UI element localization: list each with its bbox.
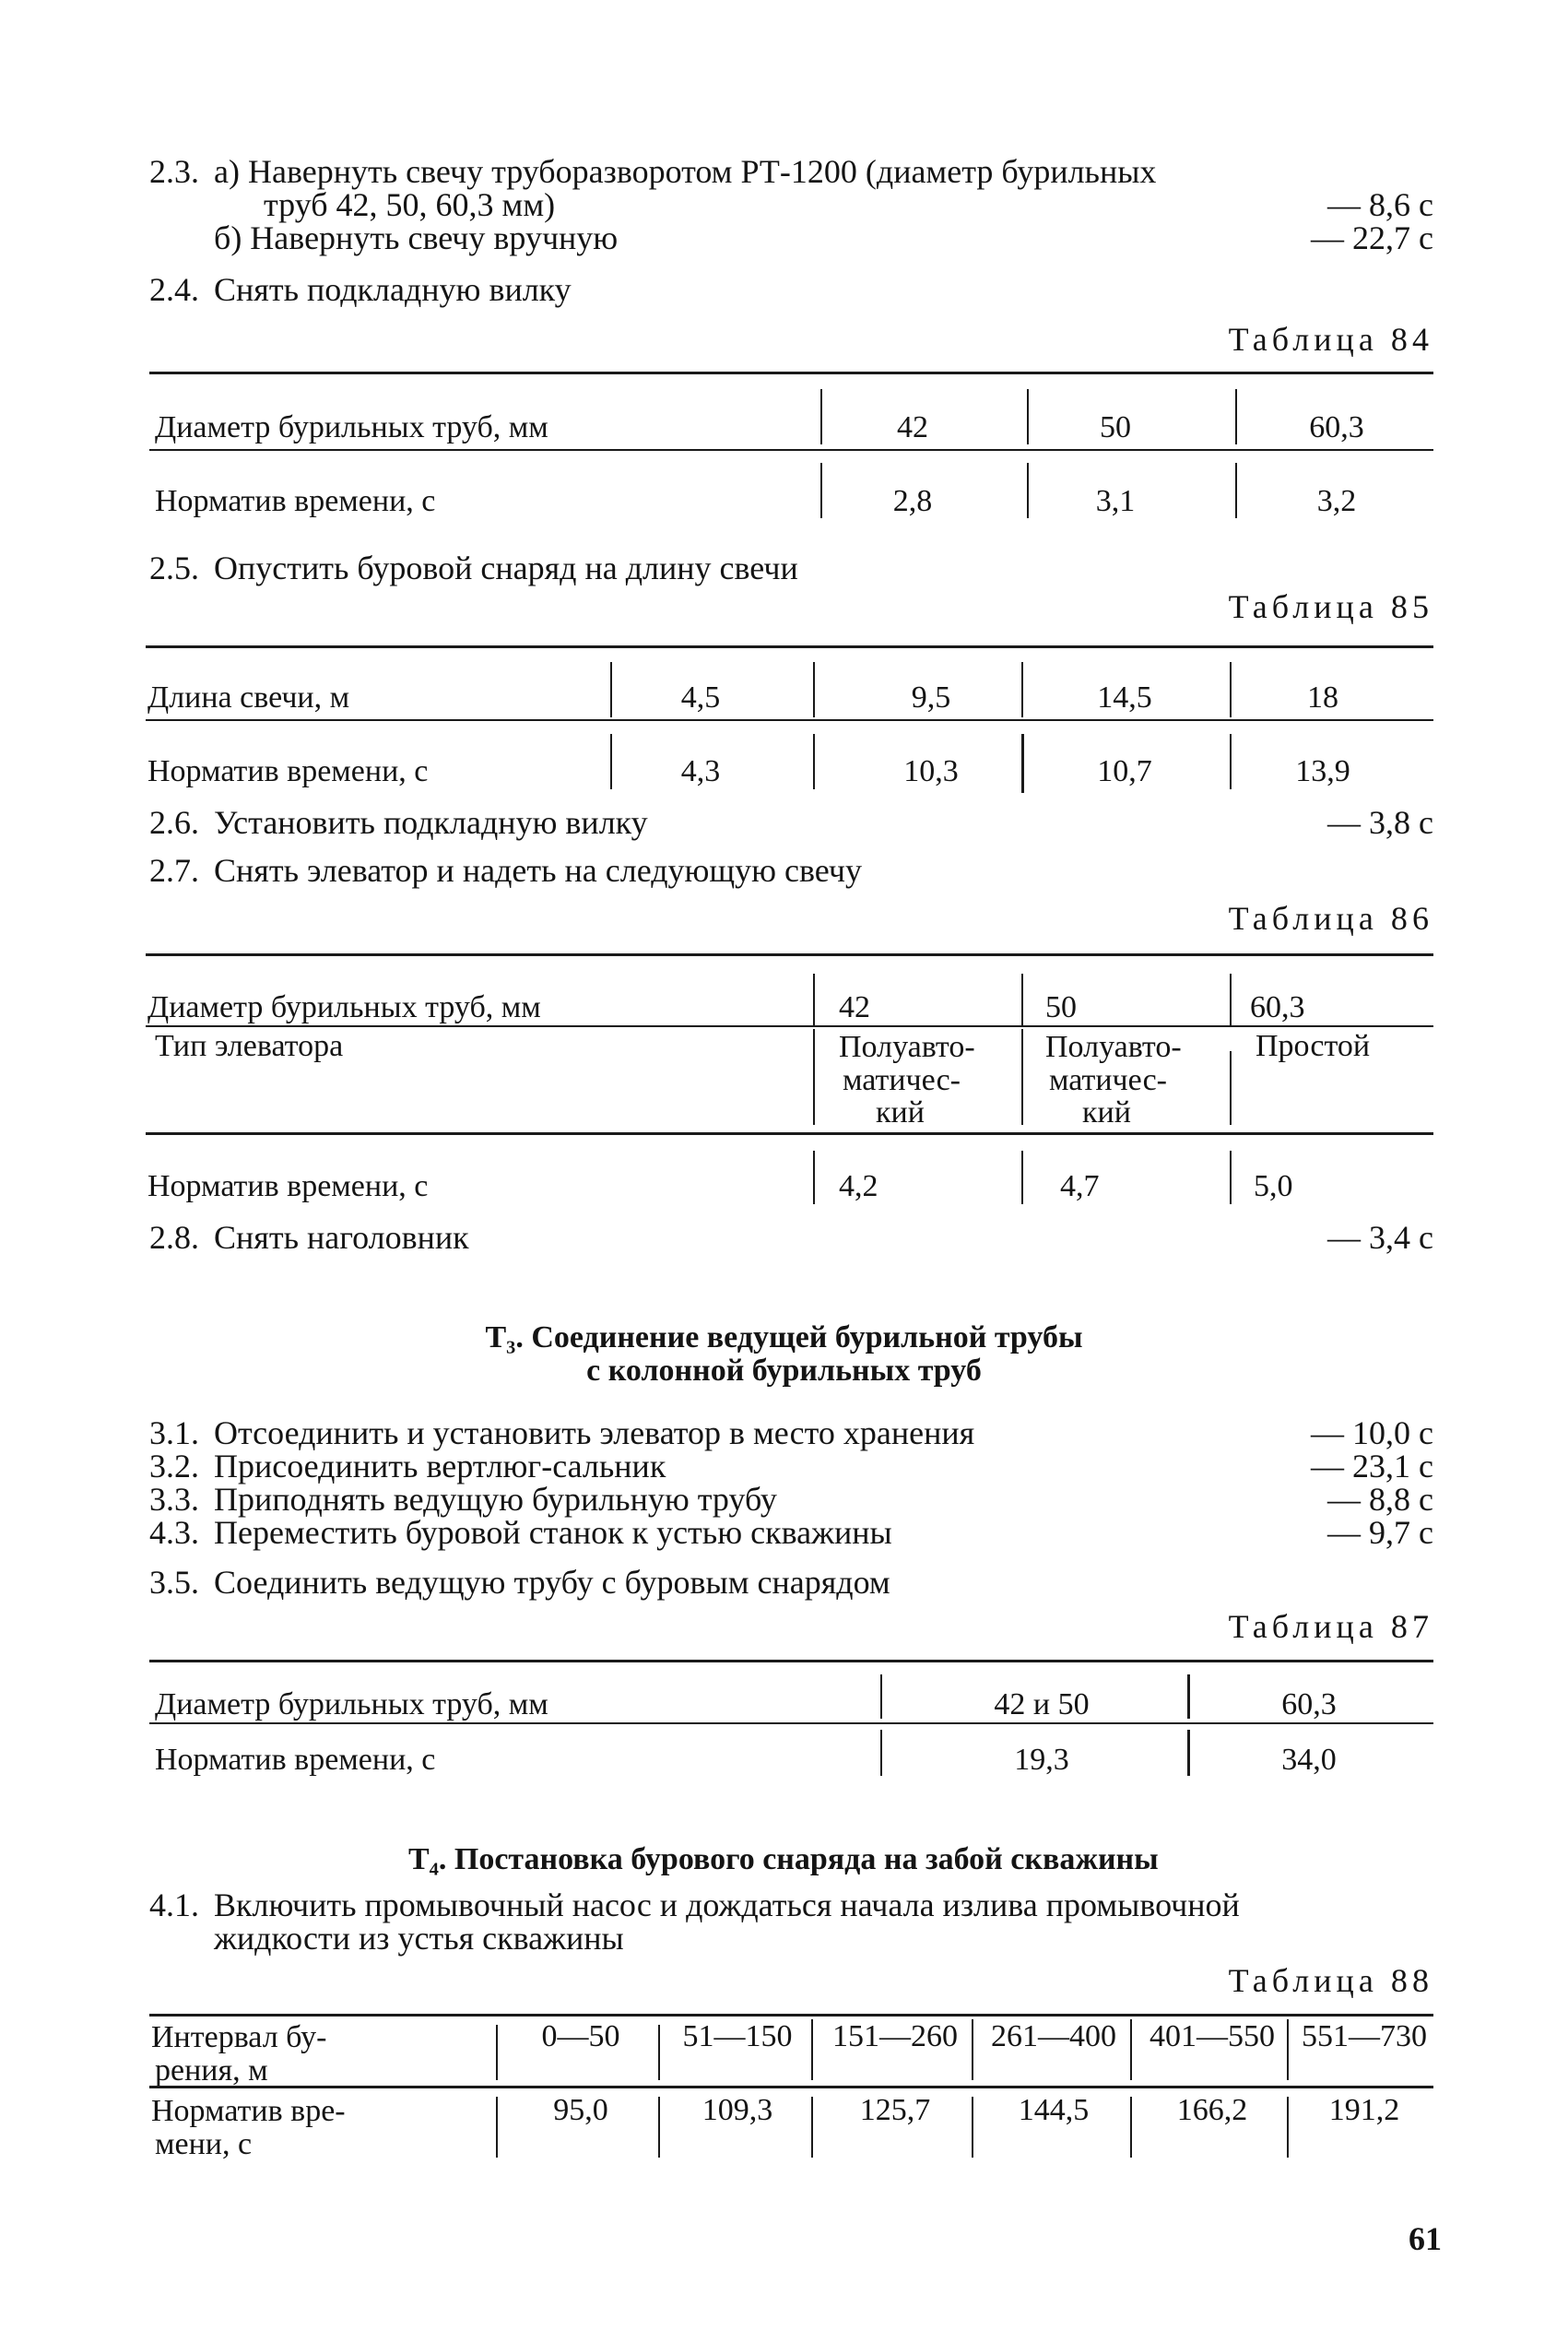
item-number: 2.3. — [149, 153, 199, 190]
table-divider — [610, 734, 612, 789]
table-cell: 3,2 — [1316, 484, 1357, 518]
row-label: Диаметр бурильных труб, мм — [155, 1687, 548, 1721]
table-divider — [1235, 463, 1237, 518]
table-cell: 151—260 — [832, 2019, 958, 2053]
table-divider — [811, 2019, 813, 2080]
row-label: Норматив времени, с — [155, 484, 436, 518]
item-number: 3.5. — [149, 1564, 199, 1601]
table-cell: 109,3 — [701, 2093, 773, 2127]
table-cell-line: Полуавто- — [1045, 1030, 1182, 1064]
item-text: б) Навернуть свечу вручную — [214, 219, 619, 256]
page-number: 61 — [1409, 2220, 1442, 2257]
row-label: Диаметр бурильных труб, мм — [147, 990, 541, 1024]
table-cell: 19,3 — [1014, 1743, 1069, 1777]
table-cell: 4,3 — [680, 754, 721, 788]
row-label: Тип элеватора — [155, 1029, 344, 1063]
item-time: — 8,6 с — [1327, 186, 1433, 223]
table-cell: 50 — [1045, 990, 1077, 1024]
table-divider — [1230, 734, 1232, 789]
table-rule — [146, 1132, 1433, 1135]
row-label: Длина свечи, м — [147, 680, 350, 715]
item-number: 2.4. — [149, 271, 199, 308]
item-text: Снять элеватор и надеть на следующую свечу — [214, 852, 862, 889]
item-text: а) Навернуть свечу труборазворотом РТ-1200 (диаметр бурильных — [214, 153, 1157, 190]
item-text: Опустить буровой снаряд на длину свечи — [214, 550, 798, 586]
table-divider — [972, 2019, 973, 2080]
item-time: — 23,1 с — [1311, 1448, 1433, 1484]
item-text: Снять наголовник — [214, 1219, 469, 1256]
section-heading: с колонной бурильных труб — [586, 1354, 982, 1388]
table-cell: 13,9 — [1295, 754, 1350, 788]
table-divider — [880, 1730, 882, 1776]
table-divider — [658, 2025, 660, 2080]
row-label: Норматив времени, с — [147, 1169, 429, 1203]
table-cell: 4,5 — [680, 680, 721, 715]
table-cell-line: кий — [876, 1095, 925, 1130]
table-cell: 191,2 — [1328, 2093, 1400, 2127]
item-number: 3.1. — [149, 1414, 199, 1451]
table-divider — [1230, 1151, 1232, 1204]
table-cell: 60,3 — [1309, 410, 1364, 444]
table-rule — [149, 1722, 1433, 1724]
item-number: 4.1. — [149, 1886, 199, 1923]
item-text: Переместить буровой станок к устью скважины — [214, 1514, 892, 1551]
table-divider — [1230, 974, 1232, 1025]
table-cell: 5,0 — [1254, 1169, 1293, 1203]
item-text: Приподнять ведущую бурильную трубу — [214, 1481, 777, 1518]
table-cell-line: кий — [1082, 1095, 1131, 1130]
item-time: — 3,8 с — [1327, 804, 1433, 841]
table-divider — [1235, 389, 1237, 444]
table-divider — [1187, 1674, 1190, 1719]
table-divider — [811, 2097, 813, 2158]
table-cell-line: матичес- — [1049, 1062, 1167, 1097]
table-rule — [149, 2086, 1433, 2088]
table-caption: Таблица 86 — [1228, 900, 1433, 937]
table-divider — [1027, 463, 1029, 518]
table-cell: 2,8 — [892, 484, 933, 518]
table-rule — [146, 719, 1433, 721]
row-label: Норматив времени, с — [155, 1743, 436, 1777]
row-label — [151, 2021, 327, 2087]
item-text: Снять подкладную вилку — [214, 271, 572, 308]
table-cell: 0—50 — [541, 2019, 620, 2053]
table-divider — [1021, 1151, 1023, 1204]
row-label-line: рения, м — [155, 2052, 268, 2088]
section-heading: Т₃. Соединение ведущей бурильной трубы — [485, 1320, 1083, 1354]
table-cell: 42 — [897, 410, 928, 444]
table-cell: 166,2 — [1176, 2093, 1248, 2127]
row-label — [151, 2095, 346, 2160]
table-divider — [1021, 1029, 1023, 1125]
item-number: 3.2. — [149, 1448, 199, 1484]
table-rule — [149, 449, 1433, 451]
table-cell: 51—150 — [682, 2019, 793, 2053]
table-divider — [1021, 974, 1023, 1025]
table-divider — [1287, 2097, 1289, 2158]
table-divider — [813, 662, 815, 717]
table-divider — [496, 2025, 498, 2080]
table-divider — [1287, 2019, 1289, 2080]
item-number: 4.3. — [149, 1514, 199, 1551]
table-cell: 261—400 — [991, 2019, 1116, 2053]
table-divider — [1027, 389, 1029, 444]
item-time: — 10,0 с — [1311, 1414, 1433, 1451]
table-cell: 551—730 — [1302, 2019, 1427, 2053]
item-text: Присоединить вертлюг-сальник — [214, 1448, 666, 1484]
elevator-type-cell — [1045, 1031, 1182, 1130]
item-time: — 3,4 с — [1327, 1219, 1433, 1256]
item-time: — 8,8 с — [1327, 1481, 1433, 1518]
table-cell: 125,7 — [859, 2093, 931, 2127]
table-cell-line: матичес- — [843, 1062, 961, 1097]
table-cell: 42 и 50 — [994, 1687, 1090, 1721]
table-divider — [1230, 1051, 1232, 1125]
table-cell: 60,3 — [1281, 1687, 1337, 1721]
table-divider — [1021, 734, 1024, 793]
table-divider — [813, 734, 815, 789]
item-time: — 22,7 с — [1311, 219, 1433, 256]
table-cell: 42 — [839, 990, 870, 1024]
table-divider — [813, 1029, 815, 1125]
table-rule — [149, 1660, 1433, 1662]
item-text: жидкости из устья скважины — [214, 1920, 624, 1957]
table-rule — [149, 2014, 1433, 2017]
table-rule — [149, 372, 1433, 374]
table-cell-line: Полуавто- — [839, 1030, 975, 1064]
table-rule — [146, 953, 1433, 956]
table-caption: Таблица 88 — [1228, 1962, 1433, 1999]
table-divider — [820, 463, 822, 518]
table-cell: 60,3 — [1250, 990, 1305, 1024]
table-cell: 18 — [1307, 680, 1338, 715]
item-number: 2.7. — [149, 852, 199, 889]
row-label-line: мени, с — [155, 2126, 253, 2161]
table-divider — [972, 2097, 973, 2158]
table-cell: 50 — [1100, 410, 1131, 444]
item-text: Установить подкладную вилку — [214, 804, 648, 841]
table-cell: 10,3 — [903, 754, 959, 788]
item-number: 2.8. — [149, 1219, 199, 1256]
table-rule — [146, 1025, 1433, 1027]
table-divider — [1130, 2019, 1132, 2080]
item-number: 2.5. — [149, 550, 199, 586]
table-cell: Простой — [1256, 1029, 1371, 1063]
table-caption: Таблица 85 — [1228, 588, 1433, 625]
table-cell: 401—550 — [1149, 2019, 1275, 2053]
table-cell: 34,0 — [1281, 1743, 1337, 1777]
table-divider — [496, 2097, 498, 2158]
table-divider — [1130, 2097, 1132, 2158]
row-label: Норматив времени, с — [147, 754, 429, 788]
table-cell: 144,5 — [1018, 2093, 1090, 2127]
section-heading: Т₄. Постановка бурового снаряда на забой скважины — [408, 1842, 1159, 1876]
table-cell: 14,5 — [1097, 680, 1152, 715]
table-cell: 95,0 — [553, 2093, 608, 2127]
table-cell: 10,7 — [1097, 754, 1152, 788]
table-cell: 4,2 — [839, 1169, 878, 1203]
item-text: Отсоединить и установить элеватор в место хранения — [214, 1414, 975, 1451]
table-divider — [813, 974, 815, 1025]
row-label-line: Интервал бу- — [151, 2020, 327, 2054]
table-divider — [880, 1674, 882, 1719]
elevator-type-cell — [839, 1031, 975, 1130]
table-divider — [813, 1151, 815, 1204]
item-text: Включить промывочный насос и дождаться начала излива промывочной — [214, 1886, 1240, 1923]
table-divider — [820, 389, 822, 444]
table-cell: 4,7 — [1060, 1169, 1100, 1203]
table-divider — [1230, 662, 1232, 717]
table-cell: 3,1 — [1095, 484, 1136, 518]
item-text: Соединить ведущую трубу с буровым снарядом — [214, 1564, 890, 1601]
table-caption: Таблица 84 — [1228, 321, 1433, 358]
row-label-line: Норматив вре- — [151, 2094, 346, 2128]
item-number: 2.6. — [149, 804, 199, 841]
table-cell: 9,5 — [911, 680, 951, 715]
table-divider — [1187, 1730, 1190, 1776]
row-label: Диаметр бурильных труб, мм — [155, 410, 548, 444]
table-divider — [658, 2097, 660, 2158]
table-divider — [1021, 662, 1023, 717]
item-number: 3.3. — [149, 1481, 199, 1518]
table-caption: Таблица 87 — [1228, 1608, 1433, 1645]
item-time: — 9,7 с — [1327, 1514, 1433, 1551]
table-rule — [146, 645, 1433, 648]
table-divider — [610, 662, 612, 717]
item-text: труб 42, 50, 60,3 мм) — [264, 186, 556, 223]
